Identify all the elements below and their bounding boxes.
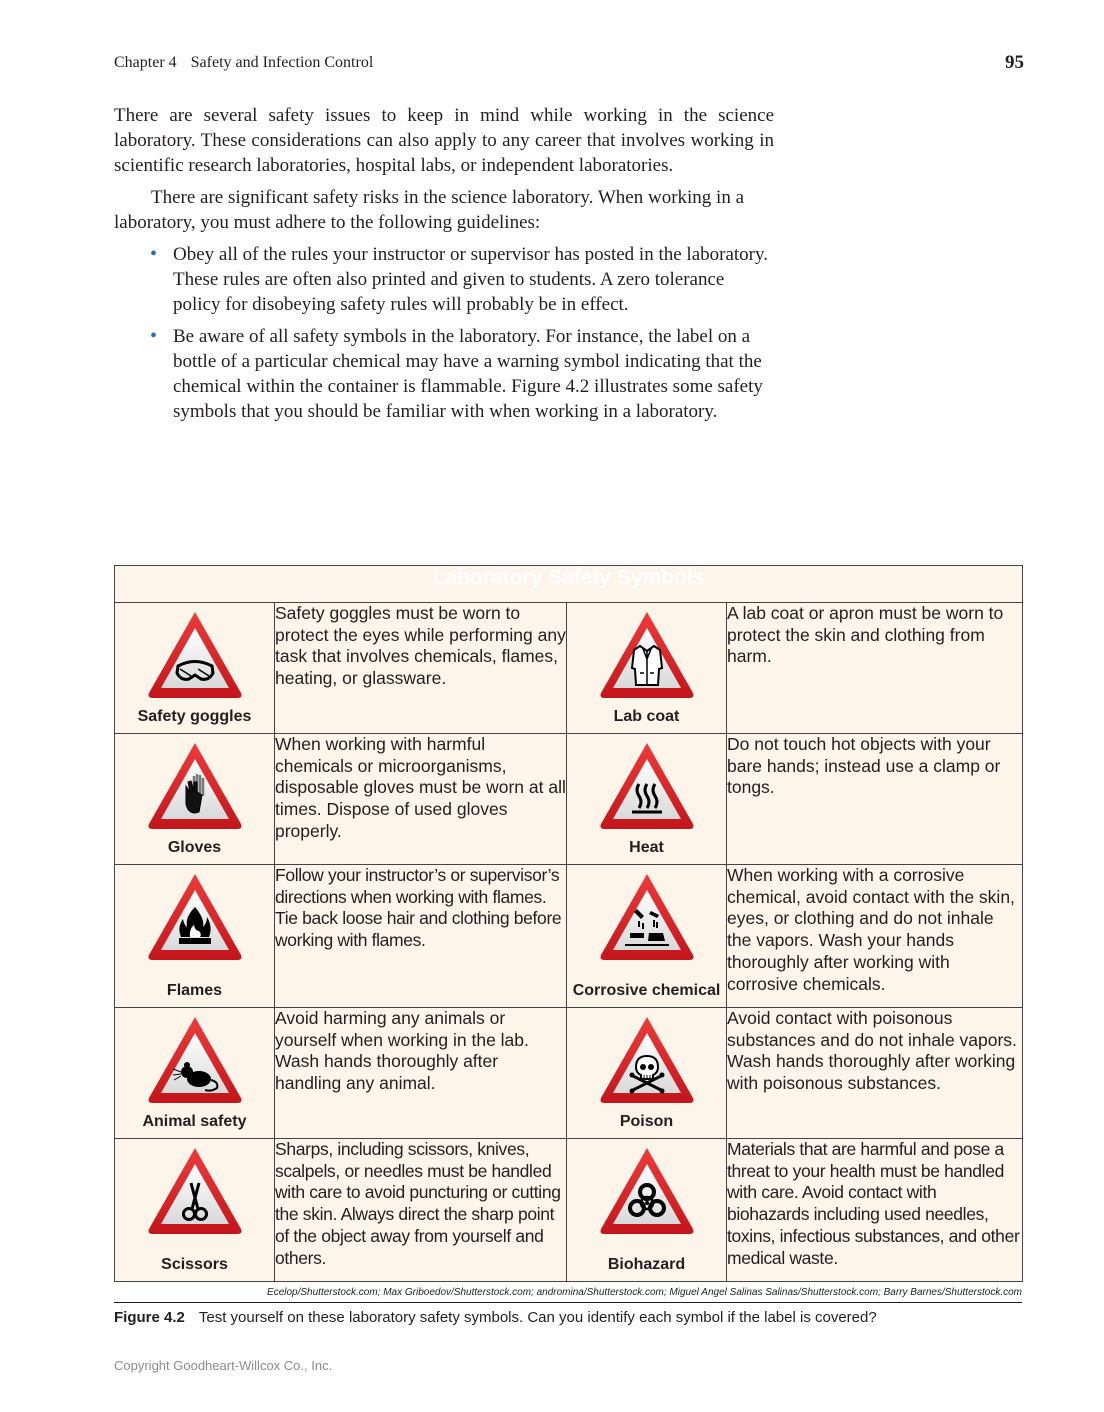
lab-coat-icon [599,609,695,701]
symbol-label: Corrosive chemical [572,982,721,999]
scissors-icon [147,1145,243,1237]
symbol-label: Scissors [161,1256,228,1273]
running-head [114,52,1024,76]
paragraph-1: There are several safety issues to keep in mind while working in the science laboratory. These considerations can also apply to any career that involves working in scientific research laboratories, hospital labs, or independent laboratories. [114,105,774,176]
symbol-label: Animal safety [142,1113,247,1130]
guideline-text: Obey all of the rules your instructor or supervisor has posted in the laboratory. These rules are often also printed and given to students. A zero tolerance policy for disobeying safety rules will probably be in effect. [173,244,769,315]
gloves-icon [147,740,243,832]
guideline-list [114,242,774,424]
symbol-label: Biohazard [607,1256,686,1273]
symbol-label: Poison [619,1113,674,1130]
biohazard-icon [599,1145,695,1237]
symbol-label: Safety goggles [137,708,252,725]
symbol-description: Safety goggles must be worn to protect the eyes while performing any task that involves chemicals, flames, heating, or glassware. [275,603,567,734]
symbol-description: Follow your instructor’s or supervisor’s directions when working with flames. Tie back loose hair and clothing before working with flames. [275,865,567,1008]
symbol-cell-flames [115,865,275,1008]
symbol-cell-heat [567,734,727,865]
caption-text: Test yourself on these laboratory safety symbols. Can you identify each symbol if the label is covered? [198,1309,877,1326]
symbol-label: Gloves [167,839,222,856]
table-row [115,603,1023,734]
figure-4-2 [114,565,1022,1326]
symbol-description: A lab coat or apron must be worn to protect the skin and clothing from harm. [727,603,1023,734]
symbol-label: Lab coat [613,708,680,725]
symbol-cell-corrosive [567,865,727,1008]
caption-divider [114,1302,1022,1303]
safety-symbols-table [114,565,1023,1282]
symbol-description: Avoid contact with poisonous substances and do not inhale vapors. Wash hands thoroughly after working with poisonous substances. [727,1008,1023,1139]
photo-credits: Ecelop/Shutterstock.com; Max Griboedov/Shutterstock.com; andromina/Shutterstock.com; Miguel Angel Salinas Salinas/Shutterstock.com; Barry Barnes/Shutterstock.com [267,1287,1022,1298]
section-title: Safety and Infection Control [190,54,374,71]
copyright-notice: Copyright Goodheart-Willcox Co., Inc. [114,1358,333,1373]
table-row [115,865,1023,1008]
symbol-description: Materials that are harmful and pose a threat to your health must be handled with care. Avoid contact with biohazards including used needles, toxins, infectious substances, and other medical waste. [727,1139,1023,1282]
bullet-icon: • [150,325,158,347]
symbol-label: Flames [166,982,223,999]
table-title: Laboratory Safety Symbols [115,566,1023,603]
symbol-cell-scissors [115,1139,275,1282]
heat-icon [599,740,695,832]
bullet-icon: • [150,243,158,265]
rat-icon [147,1014,243,1106]
symbol-cell-gloves [115,734,275,865]
table-row [115,1139,1023,1282]
symbol-cell-animal [115,1008,275,1139]
symbol-description: When working with a corrosive chemical, avoid contact with the skin, eyes, or clothing and do not inhale the vapors. Wash your hands thoroughly after working with corrosive chemicals. [727,865,1023,1008]
table-row [115,1008,1023,1139]
table-row [115,734,1023,865]
guideline-item [150,242,774,317]
symbol-label: Heat [629,839,664,856]
symbol-description: Avoid harming any animals or yourself when working in the lab. Wash hands thoroughly after handling any animal. [275,1008,567,1139]
symbol-cell-lab-coat [567,603,727,734]
skull-crossbones-icon [599,1014,695,1106]
body-text [114,103,774,431]
chapter-number: Chapter 4 [114,54,177,71]
symbol-description: Sharps, including scissors, knives, scalpels, or needles must be handled with care to avoid puncturing or cutting the skin. Always direct the sharp point of the object away from yourself and others. [275,1139,567,1282]
figure-caption [114,1309,1022,1326]
guideline-text: Be aware of all safety symbols in the laboratory. For instance, the label on a bottle of a particular chemical may have a warning symbol indicating that the chemical within the container is flammable. Figure 4.2 illustrates some safety symbols that you should be familiar with when working in a laboratory. [173,326,763,422]
symbol-cell-goggles [115,603,275,734]
corrosive-icon [599,871,695,963]
symbol-cell-poison [567,1008,727,1139]
guideline-item [150,324,774,424]
symbol-description: When working with harmful chemicals or microorganisms, disposable gloves must be worn at all times. Dispose of used gloves properly. [275,734,567,865]
page-number: 95 [1005,52,1024,73]
symbol-cell-biohazard [567,1139,727,1282]
flame-icon [147,871,243,963]
symbol-description: Do not touch hot objects with your bare hands; instead use a clamp or tongs. [727,734,1023,865]
goggles-icon [147,609,243,701]
caption-label: Figure 4.2 [114,1309,185,1326]
chapter-title [114,54,373,72]
paragraph-2: There are significant safety risks in the science laboratory. When working in a laboratory, you must adhere to the following guidelines: [114,187,745,233]
